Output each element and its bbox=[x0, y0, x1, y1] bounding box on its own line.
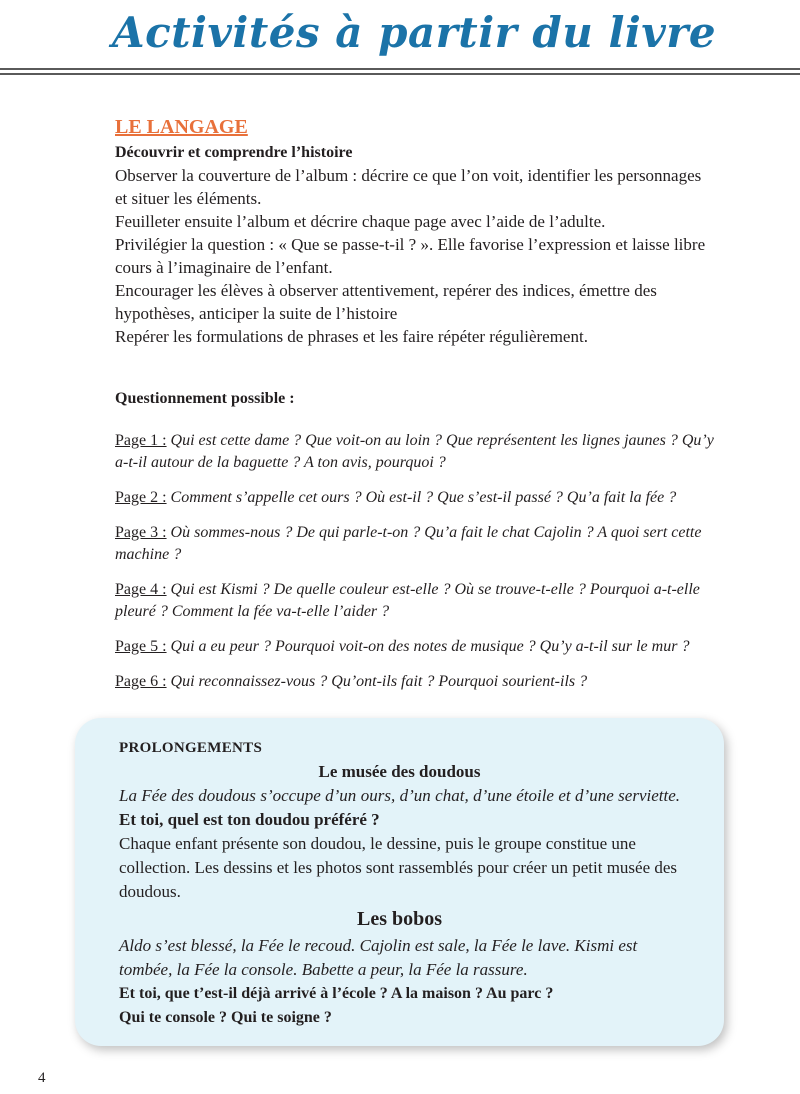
header-rule bbox=[0, 73, 800, 75]
page-label: Page 1 : bbox=[115, 432, 167, 449]
question-item bbox=[115, 671, 715, 693]
bobos-intro: Aldo s’est blessé, la Fée le recoud. Cajolin est sale, la Fée le lave. Kismi est tombée, la Fée la console. Babette a peur, la Fée la rassure. bbox=[119, 936, 638, 979]
main-content bbox=[115, 112, 715, 706]
paragraph: Encourager les élèves à observer attentivement, repérer des indices, émettre des hypothèses, anticiper la suite de l’histoire bbox=[115, 281, 657, 323]
musee-intro bbox=[119, 784, 680, 832]
question-text: Qui a eu peur ? Pourquoi voit-on des notes de musique ? Qu’y a-t-il sur le mur ? bbox=[170, 638, 690, 655]
musee-intro-question: Et toi, quel est ton doudou préféré ? bbox=[119, 810, 380, 829]
page-title: Activités à partir du livre bbox=[112, 8, 717, 57]
prolongements-title: PROLONGEMENTS bbox=[119, 740, 263, 756]
question-text: Comment s’appelle cet ours ? Où est-il ? Que s’est-il passé ? Qu’a fait la fée ? bbox=[170, 489, 677, 506]
question-item bbox=[115, 579, 715, 623]
paragraph: Feuilleter ensuite l’album et décrire chaque page avec l’aide de l’adulte. bbox=[115, 212, 606, 231]
page-label: Page 5 : bbox=[115, 638, 167, 655]
musee-intro-italic: La Fée des doudous s’occupe d’un ours, d’un chat, d’une étoile et d’une serviette. bbox=[119, 786, 680, 805]
question-item bbox=[115, 487, 715, 509]
paragraph: Observer la couverture de l’album : décrire ce que l’on voit, identifier les personnages et situer les éléments. bbox=[115, 166, 702, 208]
page-label: Page 6 : bbox=[115, 673, 167, 690]
question-item bbox=[115, 522, 715, 566]
question-text: Qui reconnaissez-vous ? Qu’ont-ils fait ? Pourquoi sourient-ils ? bbox=[170, 673, 588, 690]
question-text: Qui est Kismi ? De quelle couleur est-elle ? Où se trouve-t-elle ? Pourquoi a-t-elle pleuré ? Comment la fée va-t-elle l’aider ? bbox=[115, 581, 700, 620]
page-label: Page 2 : bbox=[115, 489, 167, 506]
question-item bbox=[115, 430, 715, 474]
musee-heading: Le musée des doudous bbox=[318, 762, 481, 781]
page-label: Page 3 : bbox=[115, 524, 167, 541]
page-number: 4 bbox=[38, 1070, 46, 1086]
bobos-heading: Les bobos bbox=[356, 908, 443, 930]
question-item bbox=[115, 636, 715, 658]
question-list bbox=[115, 430, 715, 693]
questionnement-heading: Questionnement possible : bbox=[115, 390, 295, 407]
page-label: Page 4 : bbox=[115, 581, 167, 598]
subheading-comprendre: Découvrir et comprendre l’histoire bbox=[115, 144, 353, 161]
header-rule bbox=[0, 68, 800, 70]
bobos-question: Et toi, que t’est-il déjà arrivé à l’école ? A la maison ? Au parc ? bbox=[119, 985, 554, 1002]
musee-text: Chaque enfant présente son doudou, le dessine, puis le groupe constitue une collection. Les dessins et les photos sont rassemblés pour créer un petit musée des doudous. bbox=[119, 834, 678, 901]
prolongements-box bbox=[75, 718, 724, 1046]
paragraph: Privilégier la question : « Que se passe-t-il ? ». Elle favorise l’expression et laisse libre cours à l’imaginaire de l’enfant. bbox=[115, 235, 706, 277]
bobos-question: Qui te console ? Qui te soigne ? bbox=[119, 1009, 332, 1026]
question-text: Où sommes-nous ? De qui parle-t-on ? Qu’a fait le chat Cajolin ? A quoi sert cette machine ? bbox=[115, 524, 702, 563]
paragraph: Repérer les formulations de phrases et les faire répéter régulièrement. bbox=[115, 327, 588, 346]
question-text: Qui est cette dame ? Que voit-on au loin ? Que représentent les lignes jaunes ? Qu’y a-t-il autour de la baguette ? A ton avis, pourquoi ? bbox=[115, 432, 714, 471]
section-heading-langage: LE LANGAGE bbox=[115, 116, 248, 138]
